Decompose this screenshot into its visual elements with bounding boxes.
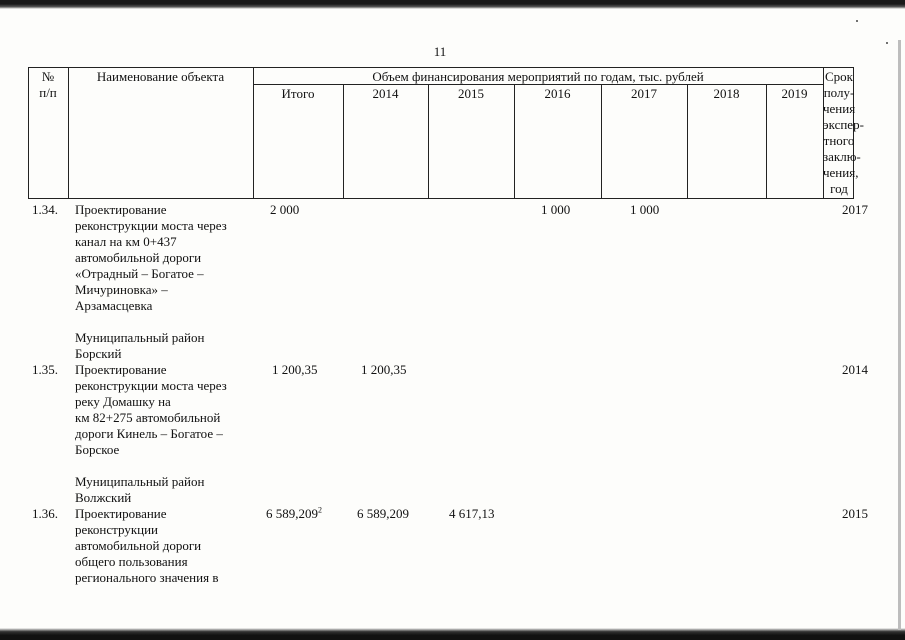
total-amount: 6 589,209 bbox=[266, 506, 318, 521]
value-2014: 6 589,209 bbox=[357, 506, 409, 521]
row-number: 1.35. bbox=[32, 362, 58, 377]
header-year-2015: 2015 bbox=[458, 86, 484, 101]
total-value: 1 200,35 bbox=[272, 362, 318, 377]
section-title: Муниципальный район Борский bbox=[75, 330, 205, 361]
header-year-2014: 2014 bbox=[372, 86, 399, 101]
scan-speck bbox=[856, 20, 858, 22]
scan-top-border bbox=[0, 0, 905, 9]
page-number: 11 bbox=[433, 44, 447, 59]
header-funding: Объем финансирования мероприятий по годам, тыс. рублей bbox=[372, 69, 704, 84]
header-year-2017: 2017 bbox=[631, 86, 657, 101]
header-name: Наименование объекта bbox=[96, 69, 225, 84]
header-year-2016: 2016 bbox=[544, 86, 571, 101]
object-name: Проектирование реконструкции моста через реку Домашку на км 82+275 автомобильной дороги Кинель – Богатое – Борское bbox=[75, 362, 227, 457]
total-value bbox=[266, 506, 322, 522]
header-year-2019: 2019 bbox=[781, 86, 808, 101]
value-2017: 1 000 bbox=[630, 202, 660, 217]
footnote-marker: 2 bbox=[318, 505, 322, 515]
header-year-2018: 2018 bbox=[713, 86, 740, 101]
row-number: 1.36. bbox=[32, 506, 58, 521]
header-total: Итого bbox=[281, 86, 315, 101]
value-2015: 4 617,13 bbox=[449, 506, 495, 521]
value-2014: 1 200,35 bbox=[361, 362, 407, 377]
row-number: 1.34. bbox=[32, 202, 58, 217]
deadline-year: 2015 bbox=[842, 506, 868, 521]
scan-bottom-border bbox=[0, 628, 905, 640]
scan-right-edge bbox=[898, 40, 901, 630]
section-title: Муниципальный район Волжский bbox=[75, 474, 205, 505]
header-deadline: Срок полу- чения экспер- тного заклю- чения, год bbox=[823, 69, 864, 196]
object-name: Проектирование реконструкции моста через канал на км 0+437 автомобильной дороги «Отрадный – Богатое – Мичуриновка» – Арзамасцевка bbox=[75, 202, 227, 313]
object-name: Проектирование реконструкции автомобильной дороги общего пользования регионального значения в bbox=[75, 506, 219, 585]
total-value: 2 000 bbox=[270, 202, 300, 217]
value-2016: 1 000 bbox=[541, 202, 571, 217]
header-num: № п/п bbox=[39, 69, 57, 100]
deadline-year: 2014 bbox=[842, 362, 868, 377]
deadline-year: 2017 bbox=[842, 202, 868, 217]
scan-speck bbox=[886, 42, 888, 44]
